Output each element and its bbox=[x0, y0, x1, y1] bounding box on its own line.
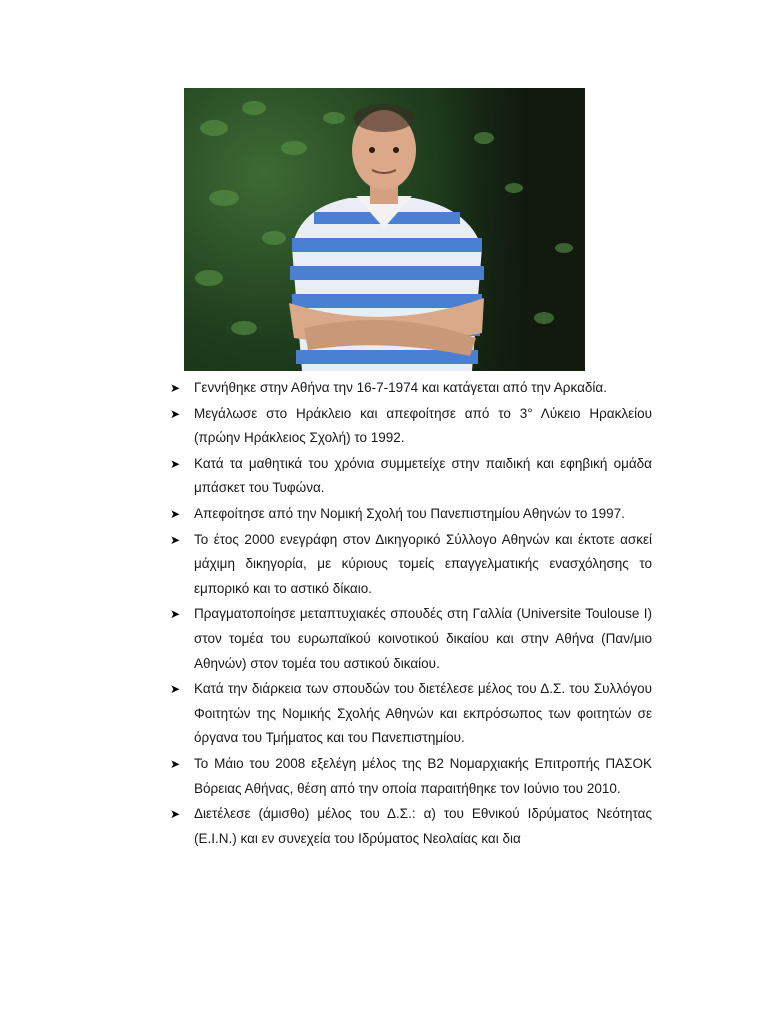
list-item bbox=[170, 752, 652, 801]
list-item bbox=[170, 502, 652, 527]
arrow-bullet-icon: ➤ bbox=[170, 607, 181, 622]
arrow-bullet-icon: ➤ bbox=[170, 807, 181, 822]
list-item bbox=[170, 376, 652, 401]
bullet-text: Το Μάιο του 2008 εξελέγη μέλος της Β2 Νομαρχιακής Επιτροπής ΠΑΣΟΚ Βόρειας Αθήνας, θέση από την οποία παραιτήθηκε τον Ιούνιο του 2010. bbox=[194, 755, 652, 796]
list-item bbox=[170, 677, 652, 751]
list-item bbox=[170, 602, 652, 676]
arrow-bullet-icon: ➤ bbox=[170, 756, 181, 771]
bullet-text: Πραγματοποίησε μεταπτυχιακές σπουδές στη Γαλλία (Universite Toulouse I) στον τομέα του ευρωπαϊκού κοινοτικού δικαίου και στην Αθήνα (Παν/μιο Αθηνών) στον τομέα του αστικού δικαίου. bbox=[194, 606, 652, 671]
biography-list bbox=[170, 376, 652, 852]
arrow-bullet-icon: ➤ bbox=[170, 406, 181, 421]
arrow-bullet-icon: ➤ bbox=[170, 532, 181, 547]
arrow-bullet-icon: ➤ bbox=[170, 682, 181, 697]
arrow-bullet-icon: ➤ bbox=[170, 381, 181, 395]
list-item bbox=[170, 402, 652, 451]
bullet-text: Απεφοίτησε από την Νομική Σχολή του Πανεπιστημίου Αθηνών το 1997. bbox=[194, 505, 625, 521]
arrow-bullet-icon: ➤ bbox=[170, 456, 181, 471]
portrait-photo bbox=[184, 88, 585, 371]
bullet-text: Μεγάλωσε στο Ηράκλειο και απεφοίτησε από το 3° Λύκειο Ηρακλείου (πρώην Ηράκλειος Σχολή) το 1992. bbox=[194, 405, 652, 446]
list-item bbox=[170, 528, 652, 602]
bullet-text: Διετέλεσε (άμισθο) μέλος του Δ.Σ.: α) του Εθνικού Ιδρύματος Νεότητας (Ε.Ι.Ν.) και εν συνεχεία του Ιδρύματος Νεολαίας και δια bbox=[194, 806, 652, 846]
bullet-text: Κατά τα μαθητικά του χρόνια συμμετείχε στην παιδική και εφηβική ομάδα μπάσκετ του Τυφώνα. bbox=[194, 455, 652, 496]
list-item bbox=[170, 802, 652, 851]
bullet-text: Το έτος 2000 ενεγράφη στον Δικηγορικό Σύλλογο Αθηνών και έκτοτε ασκεί μάχιμη δικηγορία, με κύριους τομείς επαγγελματικής ενασχόλησης το εμπορικό και το αστικό δίκαιο. bbox=[194, 531, 652, 596]
bullet-text: Κατά την διάρκεια των σπουδών του διετέλεσε μέλος του Δ.Σ. του Συλλόγου Φοιτητών της Νομικής Σχολής Αθηνών και εκπρόσωπος των φοιτητών σε όργανα του Τμήματος και του Πανεπιστημίου. bbox=[194, 681, 652, 746]
arrow-bullet-icon: ➤ bbox=[170, 506, 181, 521]
bullet-text: Γεννήθηκε στην Αθήνα την 16-7-1974 και κατάγεται από την Αρκαδία. bbox=[194, 380, 607, 395]
person-figure bbox=[184, 88, 585, 371]
list-item bbox=[170, 452, 652, 501]
